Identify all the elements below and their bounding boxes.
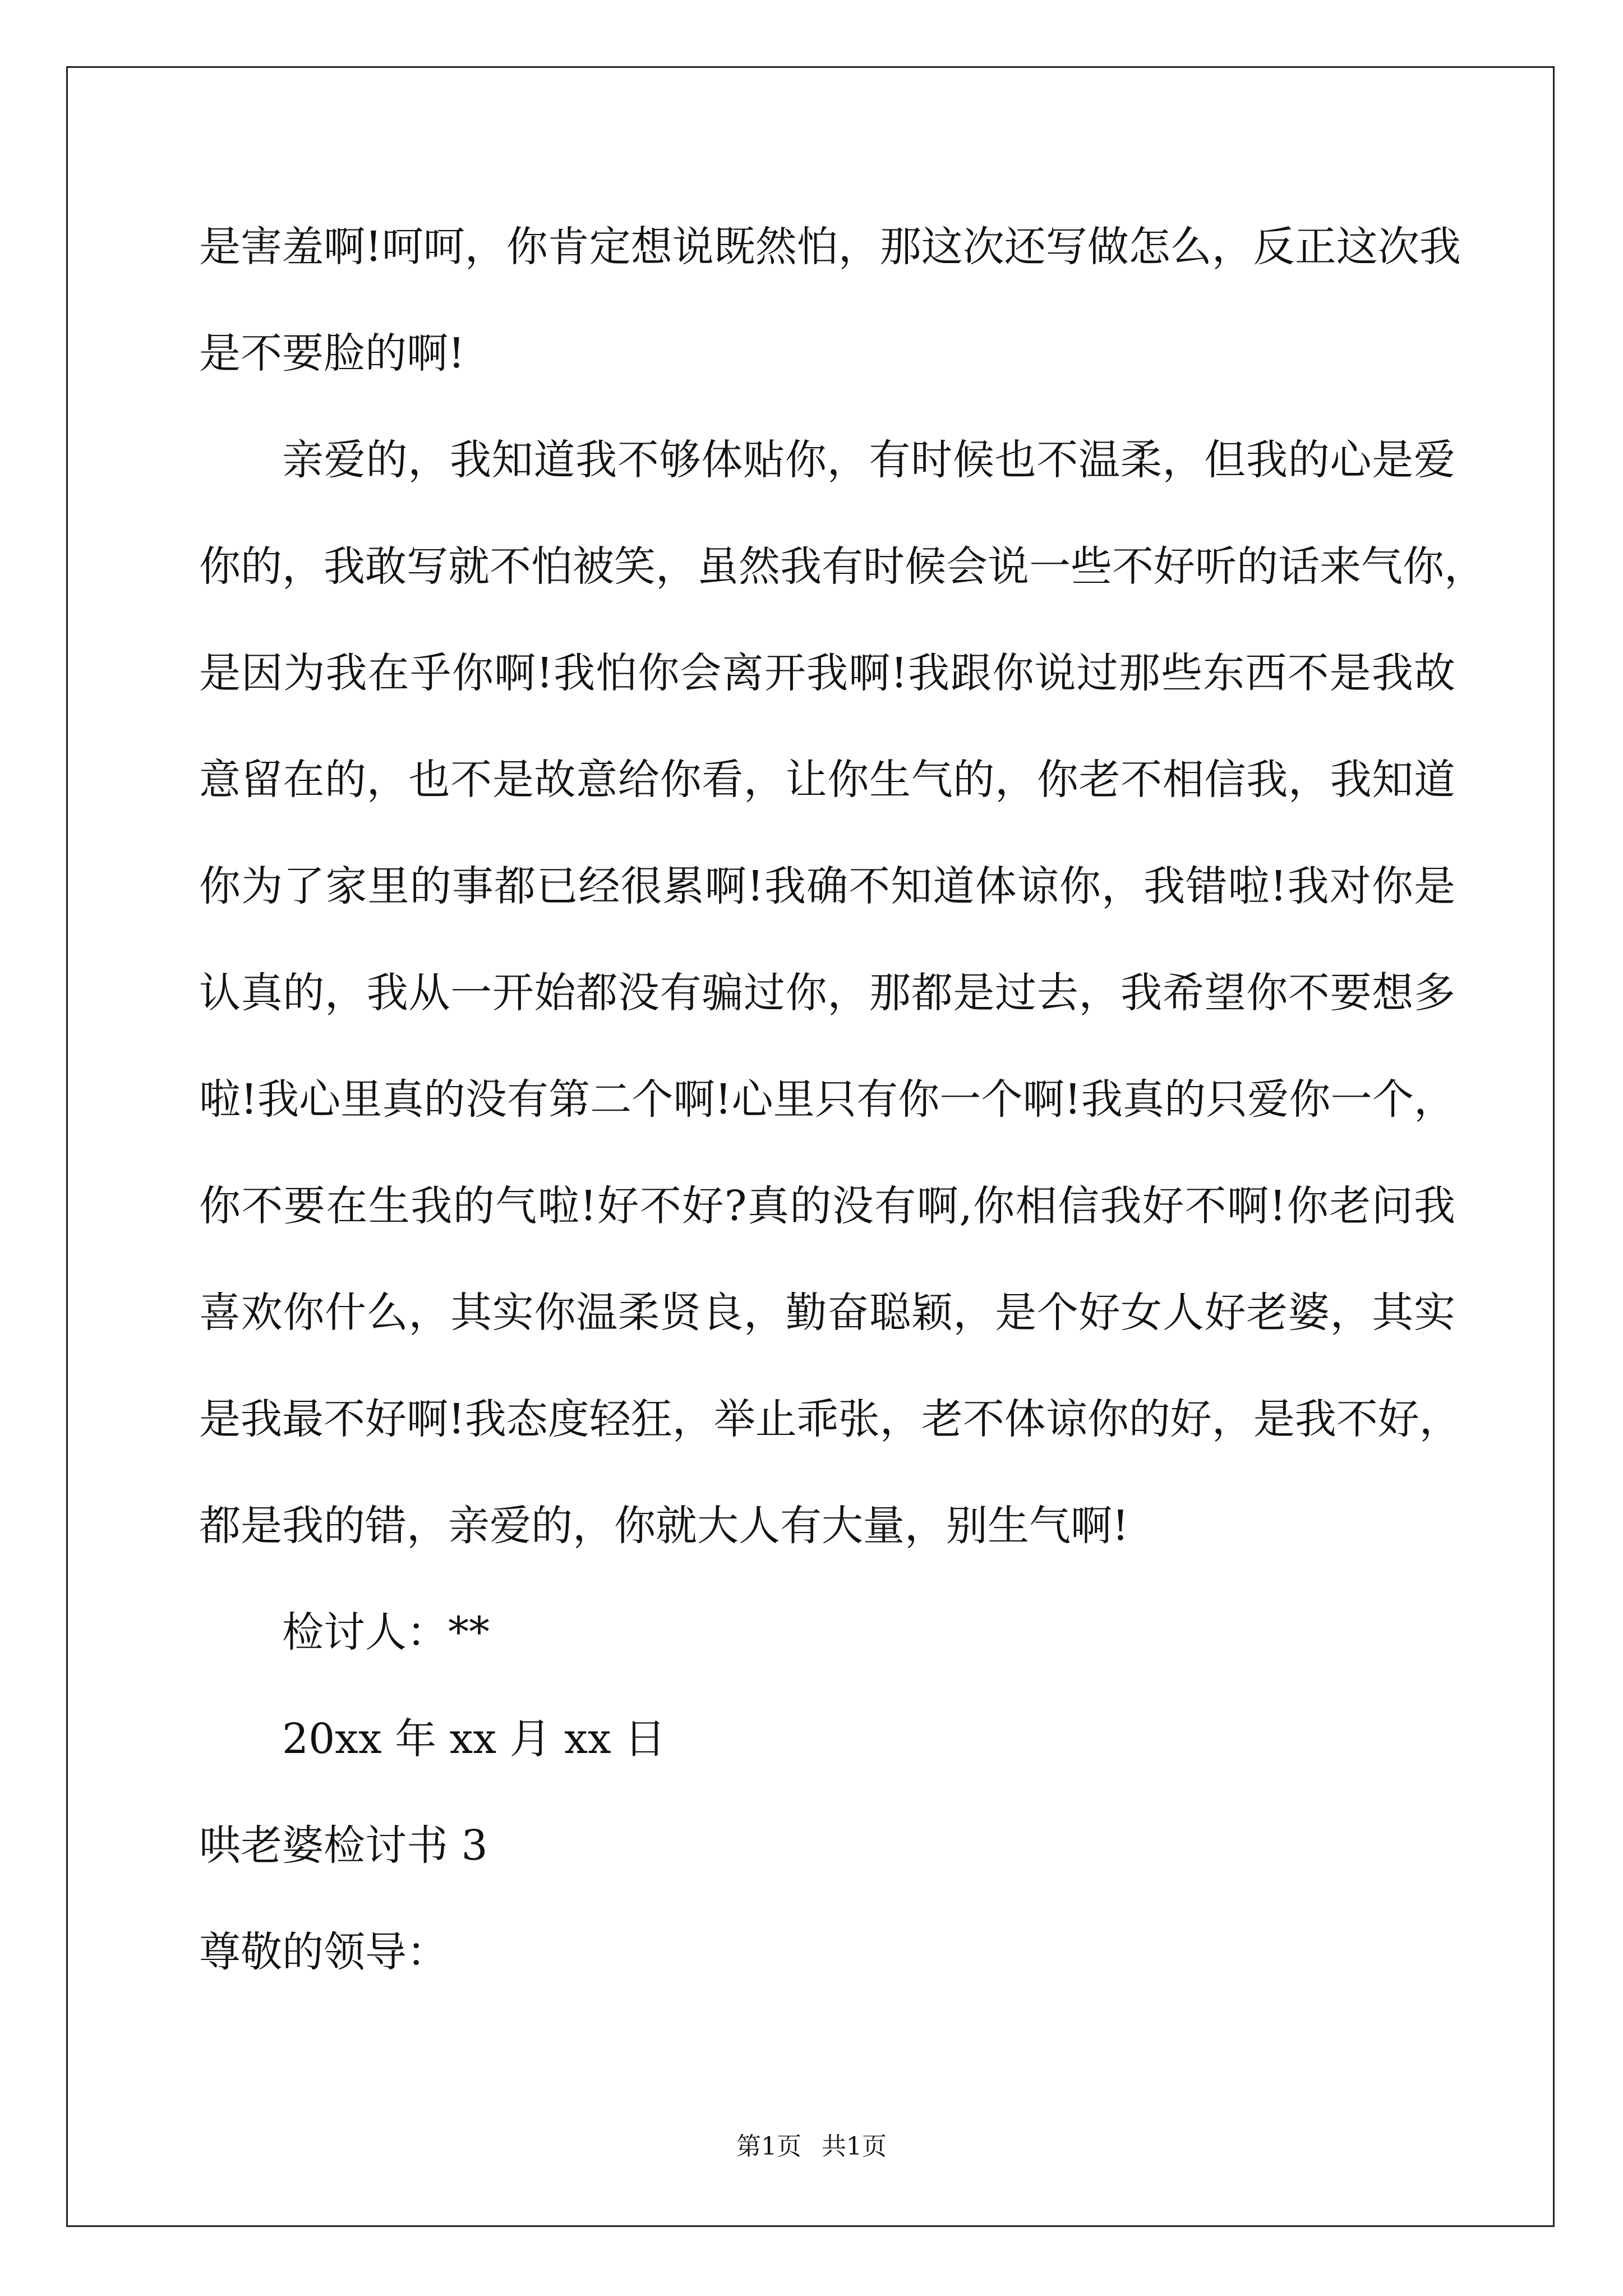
document-body xyxy=(199,194,1486,2005)
paragraph-line: 你不要在生我的气啦!好不好?真的没有啊,你相信我好不啊!你老问我 xyxy=(199,1182,1455,1230)
paragraph-line: 是我最不好啊!我态度轻狂，举止乖张，老不体谅你的好，是我不好， xyxy=(199,1395,1461,1443)
paragraph-line: 认真的，我从一开始都没有骗过你，那都是过去，我希望你不要想多 xyxy=(199,969,1455,1017)
paragraph-line: 你为了家里的事都已经很累啊!我确不知道体谅你，我错啦!我对你是 xyxy=(199,862,1455,910)
section-title: 哄老婆检讨书 3 xyxy=(199,1821,488,1870)
paragraph-line: 是因为我在乎你啊!我怕你会离开我啊!我跟你说过那些东西不是我故 xyxy=(199,649,1455,697)
paragraph-line: 是害羞啊!呵呵，你肯定想说既然怕，那这次还写做怎么，反正这次我 xyxy=(199,223,1461,271)
paragraph-line: 啦!我心里真的没有第二个啊!心里只有你一个啊!我真的只爱你一个， xyxy=(199,1075,1455,1124)
paragraph-line: 是不要脸的啊! xyxy=(199,329,465,378)
paragraph-line: 你的，我敢写就不怕被笑，虽然我有时候会说一些不好听的话来气你， xyxy=(199,542,1486,591)
paragraph-line: 都是我的错，亲爱的，你就大人有大量，别生气啊! xyxy=(199,1502,1129,1550)
signature-line: 检讨人：** xyxy=(282,1608,490,1657)
date-line: 20xx 年 xx 月 xx 日 xyxy=(282,1715,666,1763)
paragraph-line: 意留在的，也不是故意给你看，让你生气的，你老不相信我，我知道 xyxy=(199,756,1455,804)
paragraph-line: 亲爱的，我知道我不够体贴你，有时候也不温柔，但我的心是爱 xyxy=(282,436,1455,484)
page-footer: 第1页 共1页 xyxy=(736,2132,887,2161)
salutation: 尊敬的领导： xyxy=(199,1928,448,1976)
paragraph-line: 喜欢你什么，其实你温柔贤良，勤奋聪颖，是个好女人好老婆，其实 xyxy=(199,1289,1455,1337)
